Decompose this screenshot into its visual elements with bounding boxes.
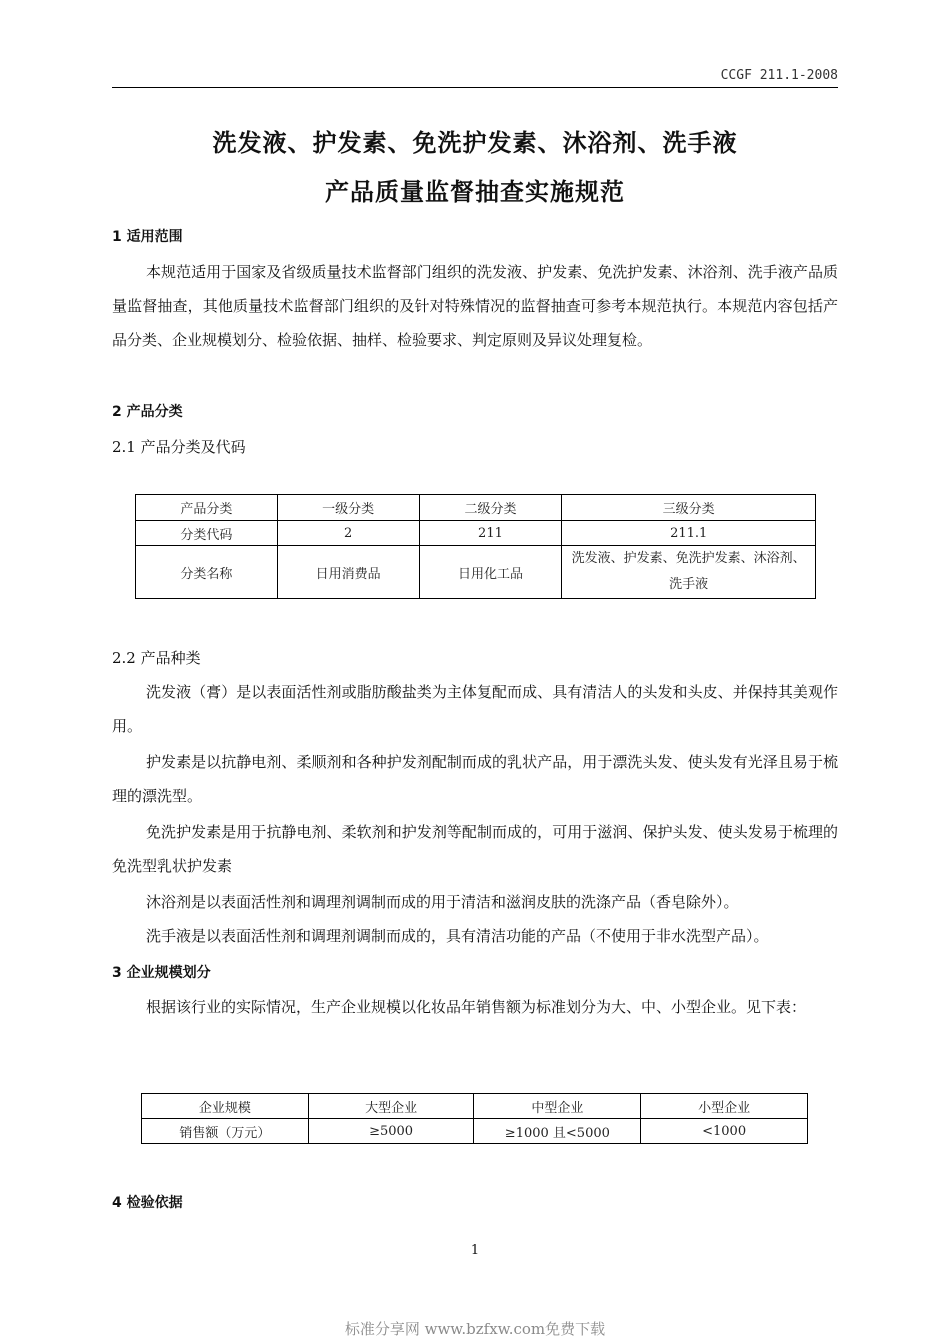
- table-cell: 企业规模: [142, 1094, 309, 1119]
- product-classification-table: [135, 494, 816, 599]
- header-rule: [112, 87, 838, 88]
- table-cell: 二级分类: [419, 495, 562, 521]
- enterprise-scale-table: [141, 1093, 808, 1144]
- document-id: CCGF 211.1-2008: [720, 68, 838, 83]
- table-cell: 分类名称: [136, 546, 278, 599]
- table-cell: 日用消费品: [277, 546, 419, 599]
- table-cell: ≥5000: [308, 1119, 474, 1144]
- table-cell: 大型企业: [308, 1094, 474, 1119]
- table-cell: 中型企业: [474, 1094, 641, 1119]
- document-title-line-1: 洗发液、护发素、免洗护发素、沐浴剂、洗手液: [212, 129, 738, 157]
- body-wash-paragraph: 沐浴剂是以表面活性剂和调理剂调制而成的用于清洁和滋润皮肤的洗涤产品（香皂除外）。: [146, 893, 739, 911]
- table-cell: 一级分类: [277, 495, 419, 521]
- section-2-1-heading: 2.1 产品分类及代码: [112, 438, 246, 456]
- shampoo-paragraph: 洗发液（膏）是以表面活性剂或脂肪酸盐类为主体复配而成、具有清洁人的头发和头皮、并保持其美观作用。: [112, 683, 838, 735]
- table-cell: 产品分类: [136, 495, 278, 521]
- section-3-paragraph: 根据该行业的实际情况，生产企业规模以化妆品年销售额为标准划分为大、中、小型企业。见下表：: [146, 998, 807, 1016]
- table-cell: 洗发液、护发素、免洗护发素、沐浴剂、洗手液: [562, 546, 816, 599]
- table-cell: 分类代码: [136, 521, 278, 546]
- table-cell: 2: [277, 521, 419, 546]
- table-cell: 日用化工品: [419, 546, 562, 599]
- table-cell: ≥1000 且<5000: [474, 1119, 641, 1144]
- table-cell: 销售额（万元）: [142, 1119, 309, 1144]
- watermark-text: 标准分享网 www.bzfxw.com免费下载: [344, 1320, 606, 1338]
- page-number: 1: [470, 1243, 480, 1258]
- table-row: [142, 1119, 808, 1144]
- table-cell: 三级分类: [562, 495, 816, 521]
- section-2-heading: 2 产品分类: [112, 404, 183, 420]
- section-3-heading: 3 企业规模划分: [112, 965, 211, 981]
- hand-wash-paragraph: 洗手液是以表面活性剂和调理剂调制而成的，具有清洁功能的产品（不使用于非水洗型产品）。: [146, 927, 769, 945]
- conditioner-paragraph: 护发素是以抗静电剂、柔顺剂和各种护发剂配制而成的乳状产品，用于漂洗头发、使头发有光泽且易于梳理的漂洗型。: [112, 753, 838, 805]
- section-1-heading: 1 适用范围: [112, 229, 183, 245]
- table-row: [136, 495, 816, 521]
- section-4-heading: 4 检验依据: [112, 1195, 183, 1211]
- table-cell: 211: [419, 521, 562, 546]
- document-title-line-2: 产品质量监督抽查实施规范: [325, 178, 625, 206]
- section-1-paragraph: 本规范适用于国家及省级质量技术监督部门组织的洗发液、护发素、免洗护发素、沐浴剂、洗手液产品质量监督抽查，其他质量技术监督部门组织的及针对特殊情况的监督抽查可参考本规范执行。本规范内容包括产品分类、企业规模划分、检验依据、抽样、检验要求、判定原则及异议处理复检。: [112, 263, 838, 349]
- table-row: [136, 521, 816, 546]
- table-cell: 211.1: [562, 521, 816, 546]
- section-2-2-heading: 2.2 产品种类: [112, 649, 201, 667]
- table-cell: 小型企业: [641, 1094, 808, 1119]
- table-row: [142, 1094, 808, 1119]
- leave-in-conditioner-paragraph: 免洗护发素是用于抗静电剂、柔软剂和护发剂等配制而成的，可用于滋润、保护头发、使头发易于梳理的免洗型乳状护发素: [112, 823, 838, 875]
- table-cell: <1000: [641, 1119, 808, 1144]
- table-row: [136, 546, 816, 599]
